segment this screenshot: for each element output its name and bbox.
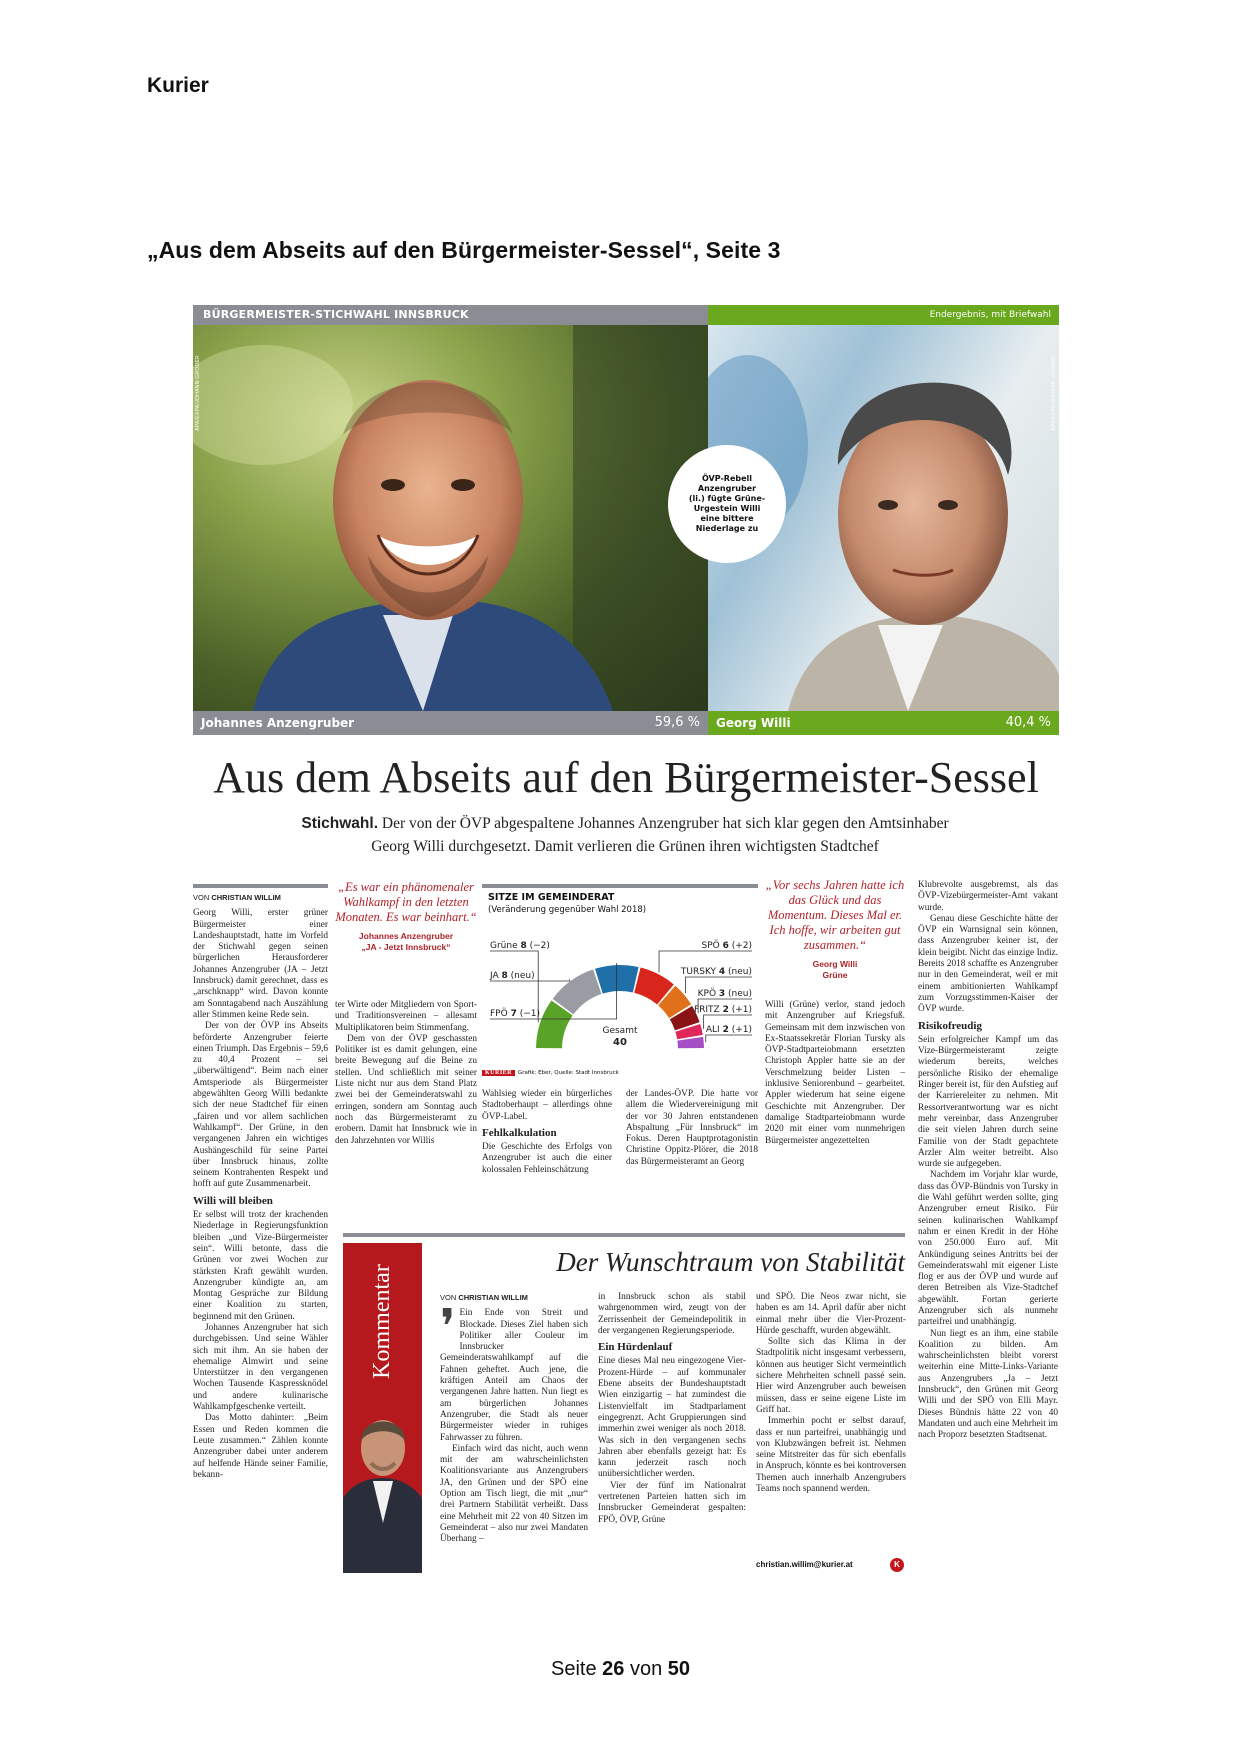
page-number: Seite 26 von 50: [550, 1658, 690, 1680]
seat-segment-ali: [677, 1037, 704, 1048]
paragraph: Georg Willi, erster grüner Bürgermeister einer Landeshauptstadt, hatte im Vorfeld der Stichwahl gegen seinen bürgerlichen Herausforderer Johannes Anzengruber (JA – Jetzt Innsbruck) damit gerechnet, dass es „arschknapp“ wird. Davon konnte am Sonntagabend nach Auszählung aller Stimmen keine Rede sein.: [193, 908, 328, 1020]
photo-credit-left: APA/EXPA/JOHANN GRODER: [195, 355, 201, 431]
subheading: Ein Hürdenlauf: [598, 1341, 673, 1354]
pull-quote-anzengruber: [335, 880, 477, 953]
seat-label-ja: JA 8 (neu): [490, 971, 535, 981]
section-label: BÜRGERMEISTER-STICHWAHL INNSBRUCK: [193, 305, 708, 325]
quote-text: „Vor sechs Jahren hatte ich das Glück und das Momentum. Dieses Mal er. Ich hoffe, wir arbeiten gut zusammen.“: [765, 878, 905, 952]
paragraph: Sein erfolgreicher Kampf um das Vize-Bürgermeisteramt zeigte wiederum bereits, welches persönliche Risiko der ehemalige Ringer bereit ist, für den Aufstieg auf der Karriereleiter zu nehmen. Mit Ressortverantwortung war es nicht mehr vereinbar, dass Anzengruber die seit vielen Jahren durch seine Familie von der Stadt gepachtete Arzler Alm weiter betreibt. Also wurde sie aufgegeben.: [918, 1034, 1058, 1170]
photo-credit-right: APA/EXPA/JOHANN GRODER: [1051, 355, 1057, 431]
paragraph: Nachdem im Vorjahr klar wurde, dass das ÖVP-Bündnis von Tursky in die Wahl geführt werden sollte, ging Anzengruber erneut Risiko. Für seinen kulinarischen Wahlkampf nahm er einen Kredit in der Höhe von 250.000 Euro auf. Mit Ankündigung seines Antritts bei der Gemeinderatswahl mit eigener Liste flog er aus der ÖVP und wurde auf deren Betreiben als Vize-Stadtchef abgewählt. Fortan gerierte Anzengruber sich als nunmehr parteifrei und unabhängig.: [918, 1170, 1058, 1328]
bubble-line: eine bittere: [700, 514, 754, 523]
paragraph: und SPÖ. Die Neos zwar nicht, sie haben es am 14. April dafür aber nicht einmal mehr über die Vier-Prozent-Hürde geschafft, wurden abgewählt.: [756, 1292, 906, 1336]
seat-label-fritz: FRITZ 2 (+1): [693, 1005, 752, 1015]
photo-anzengruber: [193, 325, 708, 711]
bubble-line: Anzengruber: [697, 484, 757, 493]
paragraph: Das Motto dahinter: „Beim Essen und Reden kommen die Leute zusammen.“ Zählen konnte Anzengruber dabei unter anderem auf helfende Hände seiner Familie, bekann-: [193, 1413, 328, 1480]
subheading: Fehlkalkulation: [482, 1126, 557, 1139]
commentary-rule: [343, 1233, 905, 1237]
seat-label-ali: ALI 2 (+1): [705, 1025, 752, 1035]
bubble-line: (li.) fügte Grüne-: [688, 494, 766, 503]
paragraph: Die Geschichte des Erfolgs von Anzengruber ist auch die einer kolossalen Fehleinschätzung: [482, 1142, 612, 1175]
seat-label-spö: SPÖ 6 (+2): [701, 941, 752, 951]
paragraph: Johannes Anzengruber hat sich durchgebissen. Und seine Wähler sich mit ihm. An sie haben der ehemalige Almwirt und seine Unterstützer in den vergangenen Wochen Tausende Kaspressknödel und andere kulinarische Wahlkampfgeschenke verteilt.: [193, 1322, 328, 1413]
portrait-illustration-left: [193, 325, 708, 711]
candidate-result-left: [193, 711, 708, 735]
quote-author: Georg Willi: [812, 959, 858, 969]
article-column-6: [918, 880, 1058, 1442]
subheading: Willi will bleiben: [193, 1194, 273, 1207]
paragraph: Nun liegt es an ihm, eine stabile Koalition zu bilden. Am wahrscheinlichsten bleibt vorerst weiterhin eine Mitte-Links-Variante aus Anzengrubers „Ja – Jetzt Innsbruck“, den Grünen mit Georg Willi und der SPÖ von Elli Mayr. Dieses Bündnis hätte 22 von 40 Mandaten und auch eine Mehrheit im nach Proporz besetzten Stadtsenat.: [918, 1328, 1058, 1441]
quote-affiliation: Grüne: [822, 970, 848, 980]
candidate-percentage: 40,4 %: [1005, 715, 1051, 730]
candidate-name: Johannes Anzengruber: [201, 716, 355, 730]
chart-total: 40: [613, 1037, 627, 1048]
seat-label-tursky: TURSKY 4 (neu): [680, 967, 752, 977]
paragraph: Einfach wird das nicht, auch wenn mit der am wahrscheinlichsten Koalitionsvariante aus Anzengrubers JA, den Grünen und der SPÖ eine Option am Tisch liegt, die mit „nur“ drei Partnern Stabilität verheißt. Dass eine Mehrheit mit 22 von 40 Sitzen im Gemeinderat – also nur zwei Mandaten Überhang –: [440, 1443, 588, 1545]
commentary-band: [343, 1243, 422, 1573]
paragraph: Ein Ende von Streit und Blockade. Dieses Ziel haben sich Politiker aller Couleur im Innsbrucker Gemeinderatswahlkampf auf die Fahnen geheftet. Auch jene, die kräftigen Anteil am Chaos der vergangenen Jahre hatten. Nun liegt es am bürgerlichen Johannes Anzengruber, die Stadt als neuer Bürgermeister wieder in ruhiges Fahrwasser zu führen.: [440, 1308, 588, 1443]
paragraph: Dem von der ÖVP geschassten Politiker ist es damit gelungen, eine breite Bewegung auf die Beine zu stellen. Und schließlich mit seiner Liste nicht nur aus dem Stand Platz zwei bei der Gemeinderatswahl zu erringen, sondern am Sonntag auch noch das Bürgermeisteramt zu erobern. Damit hat Innsbruck wie in den Jahrzehnten vor Willis: [335, 1033, 477, 1146]
article-column-4: [626, 1089, 758, 1168]
column-rule: [193, 884, 328, 888]
source-brand: KURIER: [482, 1070, 515, 1076]
publication-name: Kurier: [147, 74, 209, 97]
reference-title: „Aus dem Abseits auf den Bürgermeister-Sessel“, Seite 3: [147, 237, 781, 263]
kurier-logo-icon: K: [890, 1558, 904, 1572]
author-photo: [343, 1403, 422, 1573]
paragraph: Wahlsieg wieder ein bürgerliches Stadtoberhaupt – allerdings ohne ÖVP-Label.: [482, 1089, 612, 1122]
quote-mark-icon: ❜: [440, 1301, 456, 1355]
quote-affiliation: „JA - Jetzt Innsbruck“: [361, 942, 451, 952]
paragraph: Eine dieses Mal neu eingezogene Vier-Prozent-Hürde – auf kommunaler Ebene abseits der Bundeshauptstadt Wien einzigartig – hat zumindest die Listenvielfalt im Stadtparlament eingegrenzt. Acht Gruppierungen sind immerhin zwei weniger als noch 2018. Was sich in den vergangenen sechs Jahren aber ebenfalls gezeigt hat: Es kann jederzeit rasch noch unübersichtlicher werden.: [598, 1356, 746, 1480]
candidate-percentage: 59,6 %: [654, 715, 700, 730]
quote-text: „Es war ein phänomenaler Wahlkampf in den letzten Monaten. Es war beinhart.“: [335, 880, 477, 924]
article-column-5: [765, 1000, 905, 1147]
article-headline: Aus dem Abseits auf den Bürgermeister-Sessel: [213, 753, 1039, 802]
seat-label-grüne: Grüne 8 (−2): [490, 941, 550, 951]
commentary-label: Kommentar: [369, 1263, 396, 1379]
byline: VON CHRISTIAN WILLIM: [193, 893, 281, 902]
standfirst-line: Der von der ÖVP abgespaltene Johannes Anzengruber hat sich klar gegen den Amtsinhaber: [378, 815, 949, 832]
byline: VON CHRISTIAN WILLIM: [440, 1293, 528, 1302]
paragraph: der Landes-ÖVP. Die hatte vor allem die Wiedervereinigung mit der vor 30 Jahren entstandenen Abspaltung „Für Innsbruck“ im Fokus. Deren Hauptprotagonistin Christine Oppitz-Plörer, die 2018 das Bürgermeisteramt an Georg: [626, 1089, 758, 1167]
photo-caption-bubble: [668, 445, 786, 563]
commentary-column-3: [756, 1292, 906, 1495]
paragraph: Der von der ÖVP ins Abseits beförderte Anzengruber feierte einen Triumph. Das Ergebnis – 59,6 zu 40,4 Prozent – sei „überwältigend“. Beim nach einer Amtsperiode als Bürgermeister abgewählten Georg Willi bedankte sich der neue Stadtchef für einen „fairen und vor allem sachlichen Wahlkampf“. Der Grüne, in den vergangenen Jahren ein wichtiges Aushängeschild für seine Partei über Innsbruck hinaus, zollte seinem Kontrahenten Respekt und hofft auf gute Zusammenarbeit.: [193, 1021, 328, 1190]
paragraph: Sollte sich das Klima in der Stadtpolitik nicht insgesamt verbessern, können aus heutiger Sicht vermeintlich sichere Mehrheiten schnell passé sein. Hier wird Anzengruber auch beweisen müssen, dass er seine eigene Liste im Griff hat.: [756, 1337, 906, 1415]
paragraph: ter Wirte oder Mitgliedern von Sport- und Traditionsvereinen – allesamt Multiplikatoren beim Stimmenfang.: [335, 1000, 477, 1033]
source-text: Grafik: Eber, Quelle: Stadt Innsbruck: [518, 1070, 619, 1076]
chart-title: SITZE IM GEMEINDERAT: [488, 892, 615, 903]
bubble-line: Niederlage zu: [695, 524, 759, 533]
chart-subtitle: (Veränderung gegenüber Wahl 2018): [488, 905, 647, 915]
photo-banner: [193, 305, 1059, 735]
leader-line: [706, 1035, 752, 1042]
paragraph: Genau diese Geschichte hätte der ÖVP ein Warnsignal sein können, dass Anzengruber keiner ist, der klein beigibt. Nicht das einzige Indiz. Bereits 2018 schaffte es Anzengruber nur in den Gemeinderat, weil er mit einem ambitionierten Wahlkampf zum Vorzugsstimmen-Kaiser der ÖVP wurde.: [918, 913, 1058, 1015]
seat-label-fpö: FPÖ 7 (−1): [490, 1009, 540, 1019]
candidate-name: Georg Willi: [716, 716, 791, 730]
chart-center-label: Gesamt: [602, 1026, 638, 1036]
paragraph: Er selbst will trotz der krachenden Niederlage in Regierungsfunktion bleiben „und Vize-Bürgermeister sein“. Willi betonte, dass die Grünen vor zwei Wochen zur stärksten Kraft gewählt wurden. Anzengruber kündigte an, am Montag Gespräche zur Bildung einer Koalition zu starten, beginnend mit den Grünen.: [193, 1210, 328, 1322]
seat-label-kpö: KPÖ 3 (neu): [697, 989, 752, 999]
commentary-headline: Der Wunschtraum von Stabilität: [556, 1247, 905, 1277]
pull-quote-willi: [765, 878, 905, 981]
chart-source: [482, 1070, 619, 1076]
paragraph: Willi (Grüne) verlor, stand jedoch mit Anzengruber auf Kriegsfuß. Gemeinsam mit dem inzwischen von Ex-Staatssekretär Florian Tursky als ÖVP-Stadtparteiobmann ersetzten Christoph Appler hatte sie an der Verschmelzung beider Listen – inklusive Seniorenbund – gearbeitet. Appler wiederum hat seine eigene Geschichte mit Anzengruber. Der damalige Stadtparteiobmann wurde 2020 mit einer vom nunmehrigen Bürgermeister angezettelten: [765, 1000, 905, 1146]
paragraph: in Innsbruck schon als stabil wahrgenommen wird, zeugt von der Zerrissenheit der Gemeindepolitik in der vergangenen Regierungsperiode.: [598, 1292, 746, 1336]
paragraph: Immerhin pocht er selbst darauf, dass er nun parteifrei, unabhängig und von Klubzwängen befreit ist. Nehmen seine Mitstreiter das für sich ebenfalls in Anspruch, könnte es bei kontroversen Themen auch innerhalb Anzengrubers Teams noch spannend werden.: [756, 1416, 906, 1495]
bubble-line: ÖVP-Rebell: [701, 474, 753, 483]
article-column-2: [335, 1000, 477, 1147]
subheading: Risikofreudig: [918, 1019, 982, 1032]
commentary-column-2: [598, 1292, 746, 1526]
standfirst-line: Georg Willi durchgesetzt. Damit verlieren die Grünen ihren wichtigsten Stadtchef: [371, 838, 879, 855]
seat-chart-svg: [482, 884, 758, 1070]
author-email[interactable]: christian.willim@kurier.at: [756, 1560, 853, 1569]
result-note: Endergebnis, mit Briefwahl: [708, 305, 1059, 325]
article-standfirst: [230, 812, 1020, 858]
seat-chart: [482, 884, 758, 1079]
article-column-3: [482, 1089, 612, 1176]
candidate-result-right: [708, 711, 1059, 735]
paragraph: Klubrevolte ausgebremst, als das ÖVP-Vizebürgermeister-Amt vakant wurde.: [918, 880, 1058, 913]
bubble-line: Urgestein Willi: [693, 504, 761, 513]
commentary-column-1: [440, 1292, 588, 1546]
paragraph: Vier der fünf im Nationalrat vertretenen Parteien hatten sich im Innsbrucker Gemeinderat gespalten: FPÖ, ÖVP, Grüne: [598, 1480, 746, 1525]
kicker: Stichwahl.: [301, 815, 379, 832]
quote-author: Johannes Anzengruber: [358, 931, 454, 941]
article-column-1: [193, 892, 328, 1481]
